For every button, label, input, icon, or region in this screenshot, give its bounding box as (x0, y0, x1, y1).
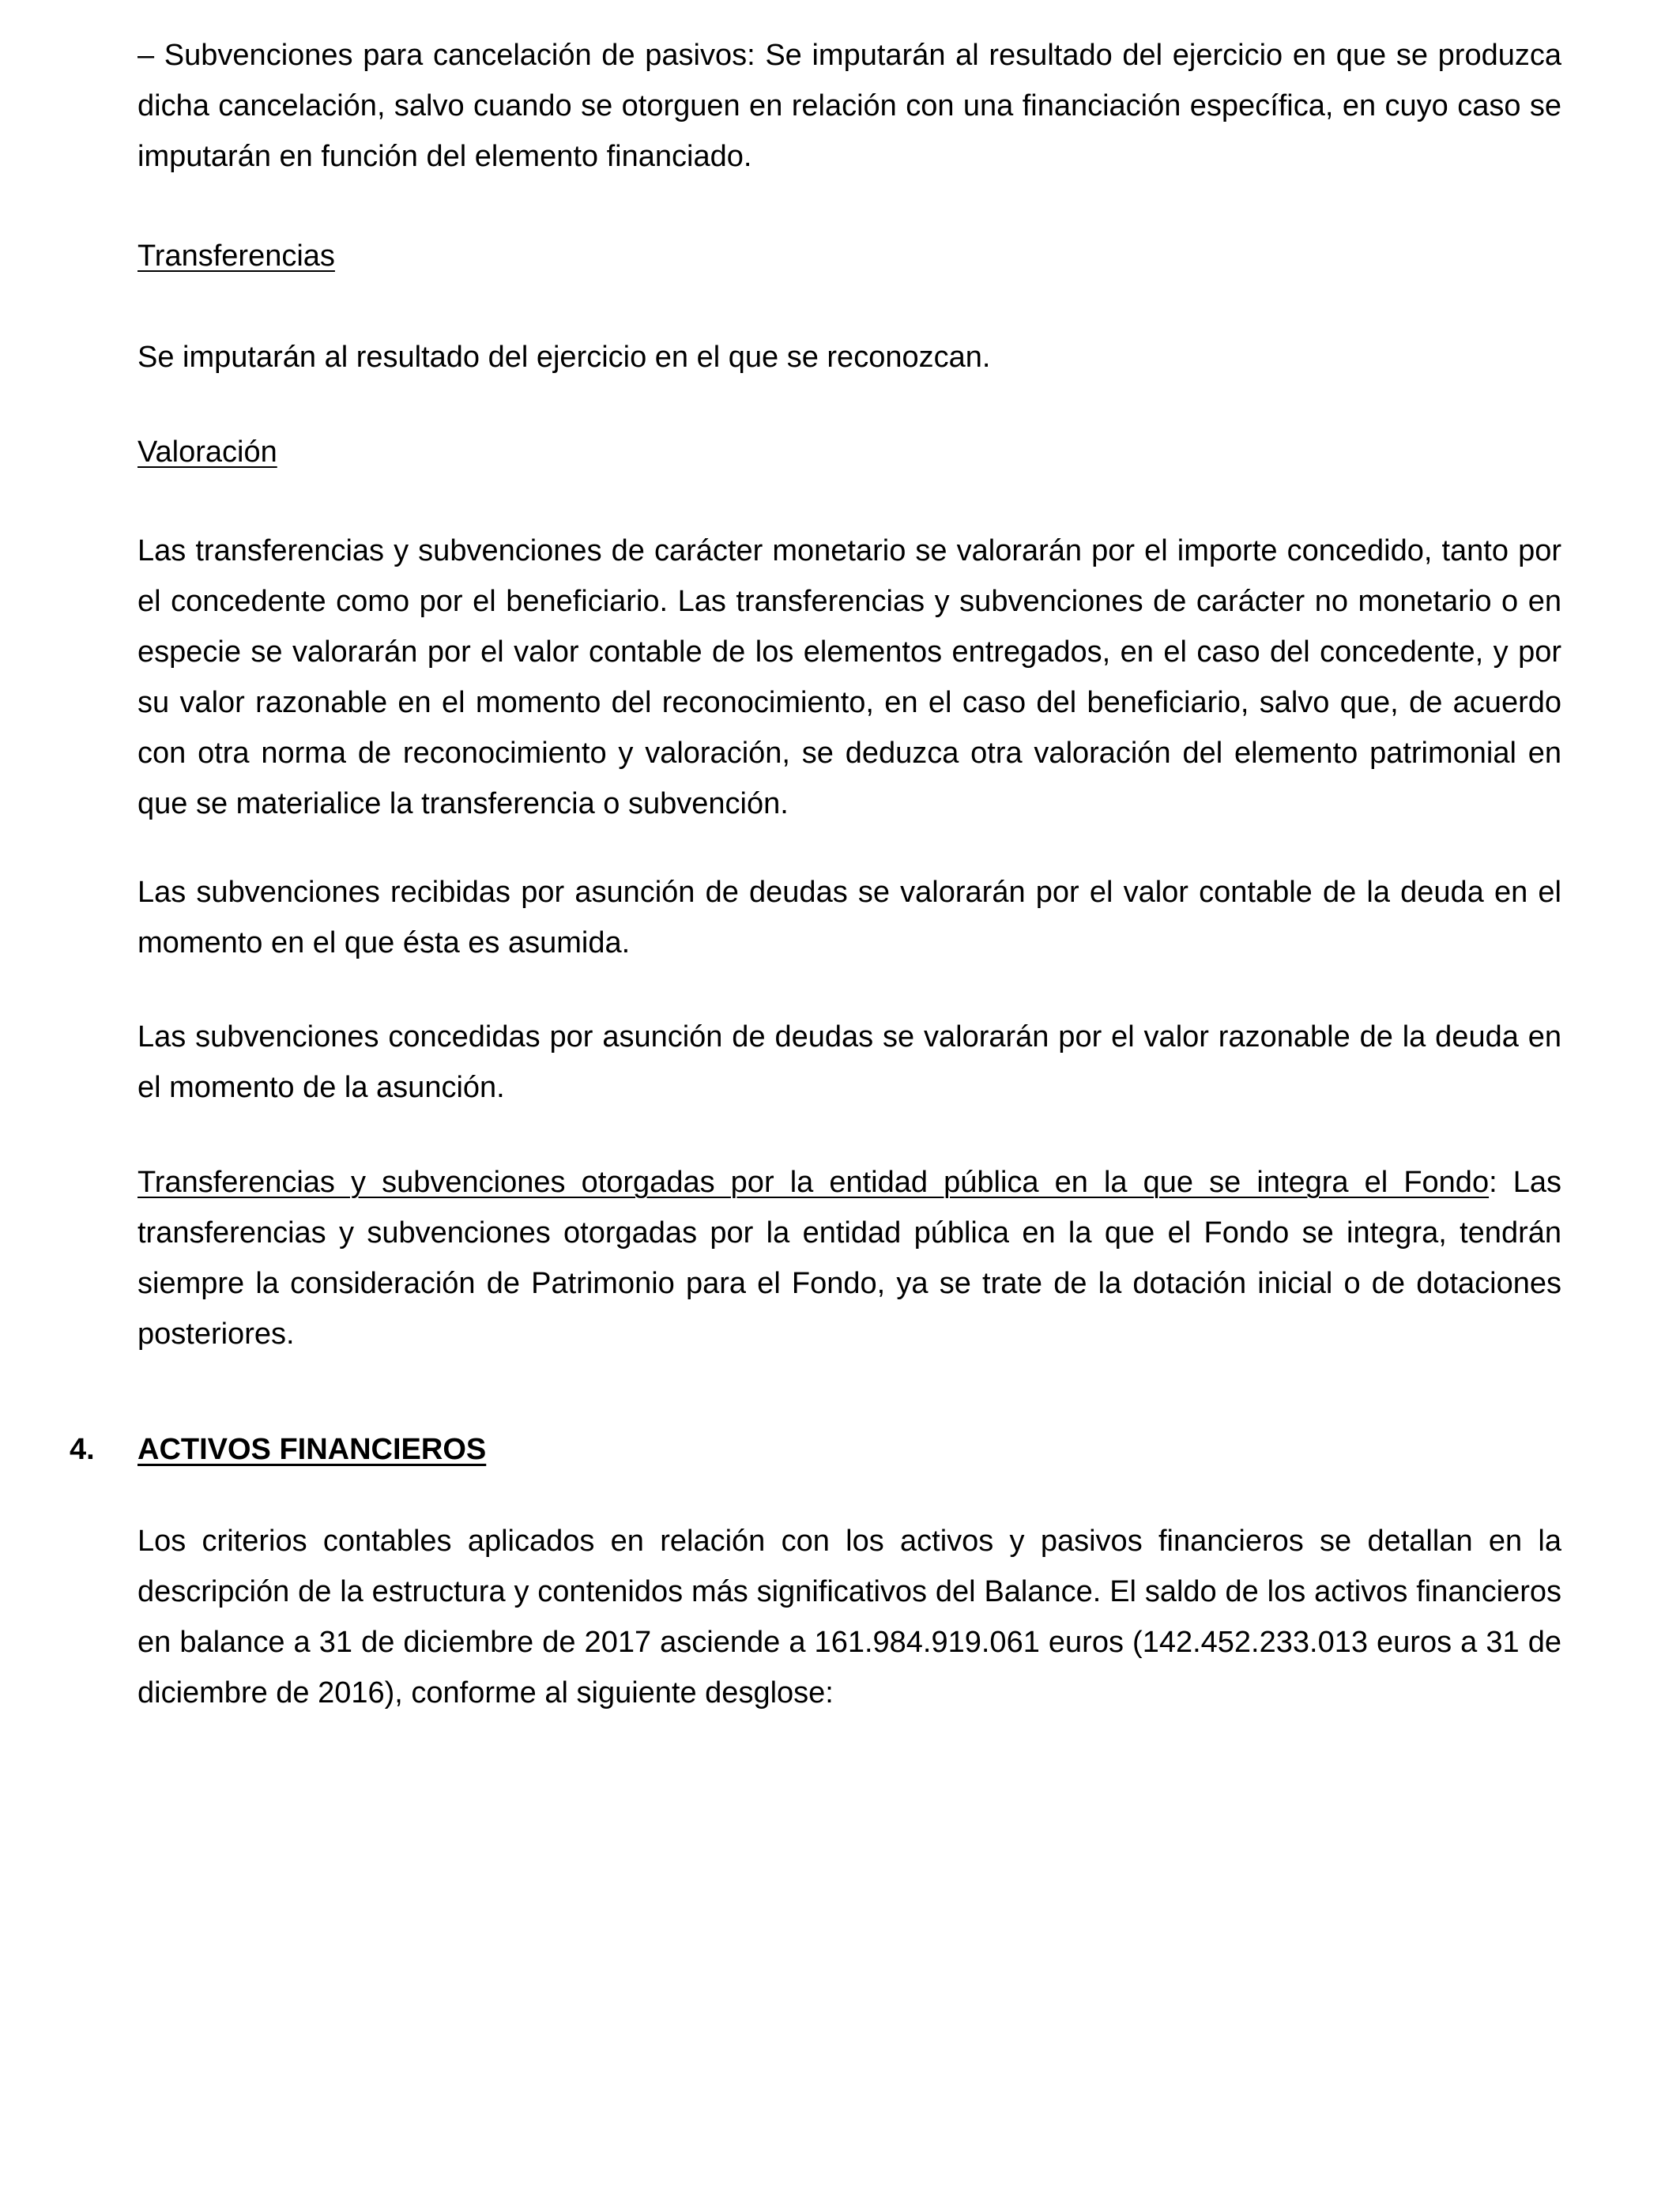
heading-transferencias-text: Transferencias (137, 239, 335, 273)
paragraph-activos-financieros: Los criterios contables aplicados en relación con los activos y pasivos financieros se detallan en la descripción de la estructura y contenidos más significativos del Balance. El saldo de los activos financieros en balance a 31 de diciembre de 2017 asciende a 161.984.919.061 euros (142.452.233.013 euros a 31 de diciembre de 2016), conforme al siguiente desglose: (137, 1525, 1561, 1710)
paragraph-subvenciones-recibidas: Las subvenciones recibidas por asunción de deudas se valorarán por el valor contable de la deuda en el momento en el que ésta es asumida. (137, 876, 1561, 959)
heading-valoracion (137, 427, 1561, 477)
entidad-publica-heading: Transferencias y subvenciones otorgadas por la entidad pública en la que se integra el Fondo (137, 1166, 1490, 1199)
paragraph-subvenciones-pasivos: – Subvenciones para cancelación de pasivos: Se imputarán al resultado del ejercicio en que se produzca dicha cancelación, salvo cuando se otorguen en relación con una financiación específica, en cuyo caso se imputarán en función del elemento financiado. (137, 39, 1561, 173)
entidad-publica-text: : Las transferencias y subvenciones otorgadas por la entidad pública en la que el Fondo se integra, tendrán siempre la consideración de Patrimonio para el Fondo, ya se trate de la dotación inicial o de dotaciones posteriores. (137, 1166, 1561, 1351)
heading-valoracion-text: Valoración (137, 435, 277, 469)
paragraph-valoracion-monetario: Las transferencias y subvenciones de carácter monetario se valorarán por el importe concedido, tanto por el concedente como por el beneficiario. Las transferencias y subvenciones de carácter no monetario o en especie se valorarán por el valor contable de los elementos entregados, en el caso del concedente, y por su valor razonable en el momento del reconocimiento, en el caso del beneficiario, salvo que, de acuerdo con otra norma de reconocimiento y valoración, se deduzca otra valoración del elemento patrimonial en que se materialice la transferencia o subvención. (137, 534, 1561, 820)
section-number: 4. (70, 1433, 95, 1466)
paragraph-entidad-publica (137, 1157, 1561, 1359)
paragraph-subvenciones-concedidas: Las subvenciones concedidas por asunción de deudas se valorarán por el valor razonable de la deuda en el momento de la asunción. (137, 1020, 1561, 1104)
section-title: ACTIVOS FINANCIEROS (137, 1433, 487, 1466)
paragraph-transferencias: Se imputarán al resultado del ejercicio en el que se reconozcan. (137, 341, 991, 374)
heading-transferencias (137, 231, 1561, 281)
